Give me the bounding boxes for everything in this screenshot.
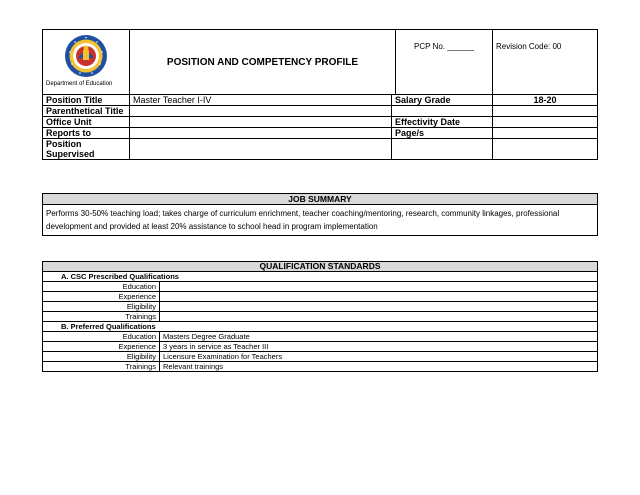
position-supervised-value (130, 139, 392, 160)
position-supervised-line-1: Position (46, 139, 82, 149)
blank-value-cell (493, 139, 598, 160)
csc-trainings-label: Trainings (43, 312, 160, 322)
job-summary-table (42, 193, 598, 236)
salary-grade-value: 18-20 (493, 95, 598, 106)
csc-eligibility-label: Eligibility (43, 302, 160, 312)
preferred-education-label: Education (43, 332, 160, 342)
csc-education-label: Education (43, 282, 160, 292)
office-unit-value (130, 117, 392, 128)
preferred-education-value: Masters Degree Graduate (160, 332, 598, 342)
department-name: Department of Education (46, 81, 113, 87)
effectivity-date-label: Effectivity Date (392, 117, 493, 128)
position-supervised-label (43, 139, 130, 160)
qualification-standards-table (42, 261, 598, 372)
reports-to-label: Reports to (43, 128, 130, 139)
pages-label: Page/s (392, 128, 493, 139)
csc-education-value (160, 282, 598, 292)
reports-to-value (130, 128, 392, 139)
parenthetical-title-value (130, 106, 392, 117)
job-summary-heading: JOB SUMMARY (43, 194, 598, 205)
effectivity-date-value (493, 117, 598, 128)
pages-value (493, 128, 598, 139)
preferred-qualifications-heading: B. Preferred Qualifications (43, 322, 598, 332)
document-title: POSITION AND COMPETENCY PROFILE (130, 30, 396, 95)
position-supervised-line-2: Supervised (46, 149, 95, 159)
office-unit-label: Office Unit (43, 117, 130, 128)
qualification-heading: QUALIFICATION STANDARDS (43, 262, 598, 272)
revision-code: Revision Code: 00 (493, 30, 598, 95)
csc-eligibility-value (160, 302, 598, 312)
csc-experience-label: Experience (43, 292, 160, 302)
pcp-number: PCP No. ______ (396, 30, 493, 95)
preferred-trainings-label: Trainings (43, 362, 160, 372)
blank-value-cell (493, 106, 598, 117)
job-summary-text: Performs 30-50% teaching load; takes charge of curriculum enrichment, teacher coaching/mentoring, research, community linkages, professional development and provided at least 20% assistance to school head in program implementation (43, 205, 598, 236)
preferred-eligibility-value: Licensure Examination for Teachers (160, 352, 598, 362)
position-title-label: Position Title (43, 95, 130, 106)
deped-seal-icon (64, 34, 108, 78)
profile-header-table (42, 29, 598, 160)
parenthetical-title-label: Parenthetical Title (43, 106, 130, 117)
preferred-eligibility-label: Eligibility (43, 352, 160, 362)
preferred-trainings-value: Relevant trainings (160, 362, 598, 372)
preferred-experience-value: 3 years in service as Teacher III (160, 342, 598, 352)
csc-qualifications-heading: A. CSC Prescribed Qualifications (43, 272, 598, 282)
blank-label-cell (392, 139, 493, 160)
blank-label-cell (392, 106, 493, 117)
csc-trainings-value (160, 312, 598, 322)
preferred-experience-label: Experience (43, 342, 160, 352)
logo-cell (43, 30, 130, 95)
salary-grade-label: Salary Grade (392, 95, 493, 106)
csc-experience-value (160, 292, 598, 302)
position-title-value: Master Teacher I-IV (130, 95, 392, 106)
